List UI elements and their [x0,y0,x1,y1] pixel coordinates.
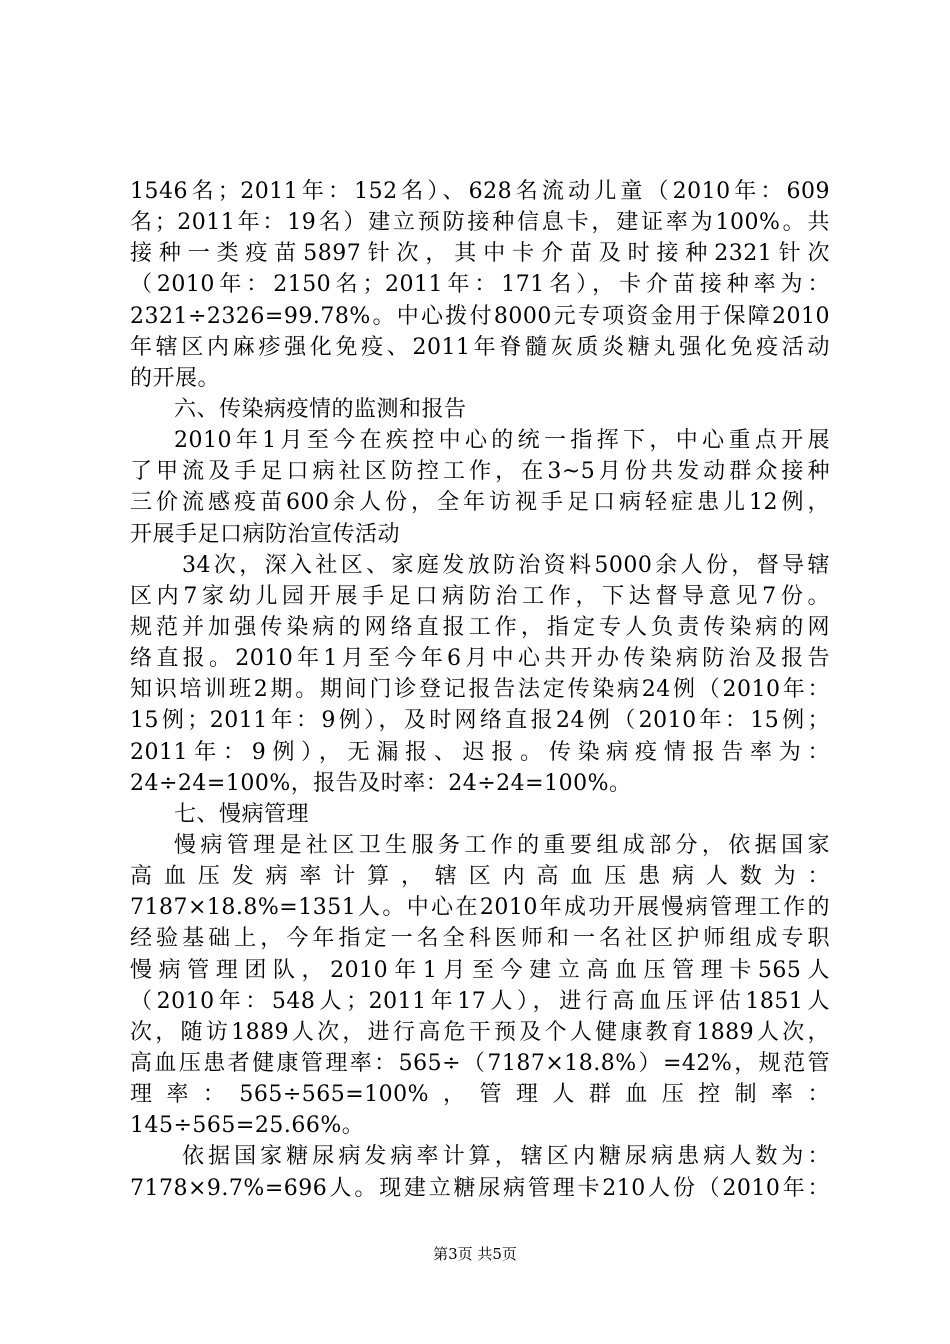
text-line: 次，随访1889人次，进行高危干预及个人健康教育1889人次， [130,1019,830,1045]
text-line: 理率：565÷565=100%，管理人群血压控制率： [130,1082,830,1108]
text-line: 15例；2011年：9例），及时网络直报24例（2010年：15例； [130,708,830,734]
text-line: 慢病管理是社区卫生服务工作的重要组成部分，依据国家 [174,832,830,858]
text-line: （2010年：2150名；2011年：171名），卡介苗接种率为： [130,272,830,298]
text-line: 开展手足口病防治宣传活动 [130,521,401,547]
text-line: 7178×9.7%=696人。现建立糖尿病管理卡210人份（2010年： [130,1175,830,1201]
page-footer: 第3页 共5页 [433,1245,517,1263]
text-line: 经验基础上，今年指定一名全科医师和一名社区护师组成专职 [130,926,830,952]
text-line: 六、传染病疫情的监测和报告 [174,396,467,422]
text-line: 高血压发病率计算，辖区内高血压患病人数为： [130,864,830,890]
text-line: 名；2011年：19名）建立预防接种信息卡，建证率为100%。共 [130,210,830,236]
text-line: 1546名；2011年：152名）、628名流动儿童（2010年：609 [130,179,830,204]
text-line: 接种一类疫苗5897针次，其中卡介苗及时接种2321针次 [130,241,830,267]
text-line: 络直报。2010年1月至今年6月中心共开办传染病防治及报告 [130,646,830,672]
text-line: 7187×18.8%=1351人。中心在2010年成功开展慢病管理工作的 [130,895,830,921]
text-line: 规范并加强传染病的网络直报工作，指定专人负责传染病的网 [130,614,830,640]
text-line: 慢病管理团队，2010年1月至今建立高血压管理卡565人 [130,957,830,983]
text-line: 年辖区内麻疹强化免疫、2011年脊髓灰质炎糖丸强化免疫活动 [130,334,830,360]
text-line: 知识培训班2期。期间门诊登记报告法定传染病24例（2010年： [130,677,830,703]
text-line: 2321÷2326=99.78%。中心拨付8000元专项资金用于保障2010 [130,303,830,329]
text-line: 高血压患者健康管理率：565÷（7187×18.8%）=42%，规范管 [130,1050,830,1076]
text-line: 三价流感疫苗600余人份，全年访视手足口病轻症患儿12例， [130,490,830,516]
text-line: 依据国家糖尿病发病率计算，辖区内糖尿病患病人数为： [182,1144,830,1170]
text-line: 七、慢病管理 [174,801,310,827]
text-line: 的开展。 [130,365,221,391]
text-line: 2011年：9例），无漏报、迟报。传染病疫情报告率为： [130,739,830,765]
text-line: 145÷565=25.66%。 [130,1113,365,1139]
document-body [130,176,830,1204]
text-line: 34次，深入社区、家庭发放防治资料5000余人份，督导辖 [182,552,830,578]
text-line: 区内7家幼儿园开展手足口病防治工作，下达督导意见7份。 [130,583,830,609]
text-line: 了甲流及手足口病社区防控工作，在3~5月份共发动群众接种 [130,459,830,485]
text-line: 24÷24=100%，报告及时率：24÷24=100%。 [130,770,632,796]
text-line: （2010年：548人；2011年17人），进行高血压评估1851人 [130,988,830,1014]
text-line: 2010年1月至今在疾控中心的统一指挥下，中心重点开展 [174,428,830,454]
